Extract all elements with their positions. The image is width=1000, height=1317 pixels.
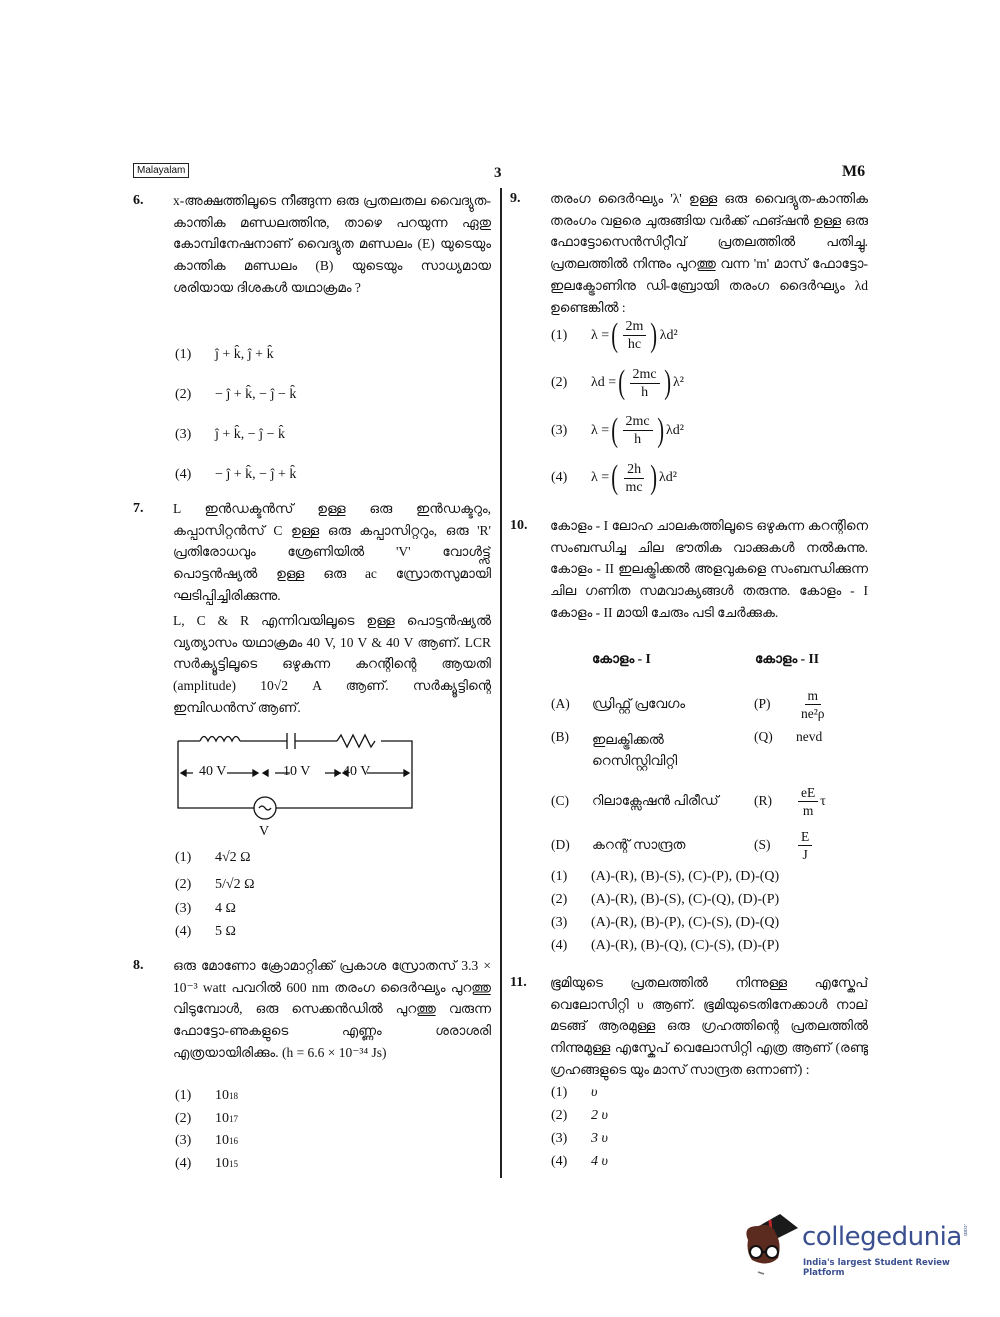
mascot-logo-icon bbox=[740, 1210, 800, 1280]
fraction bbox=[623, 318, 647, 353]
question-number: 8. bbox=[133, 958, 144, 973]
option-label: (4) bbox=[175, 1155, 192, 1171]
option-label: (1) bbox=[551, 868, 568, 884]
option-rhs: λ² bbox=[672, 375, 684, 391]
q8-options bbox=[175, 1085, 238, 1175]
column-2-heading: കോളം - II bbox=[755, 651, 819, 666]
denominator: mc bbox=[625, 479, 643, 495]
option-label: (3) bbox=[551, 1130, 568, 1146]
option-label: (1) bbox=[551, 327, 568, 343]
option[interactable] bbox=[551, 1150, 608, 1173]
option-value: ĵ + k̂, − ĵ − k̂ bbox=[215, 427, 285, 442]
resistor-icon bbox=[337, 735, 375, 747]
match-row bbox=[551, 725, 871, 779]
row-term: റിലാക്സേഷൻ പിരീഡ് bbox=[592, 793, 719, 808]
option-exponent: 15 bbox=[229, 1158, 238, 1169]
option-label: (2) bbox=[175, 387, 192, 402]
formula-suffix: τ bbox=[820, 793, 826, 808]
capacitor-voltage-label: 10 V bbox=[283, 764, 311, 779]
option-value: 10 bbox=[215, 1155, 229, 1171]
row-term: ഡ്രിഫ്റ്റ് പ്രവേഗം bbox=[592, 696, 686, 711]
option-label: (4) bbox=[551, 937, 568, 953]
option-value: 2 υ bbox=[591, 1107, 608, 1123]
question-7 bbox=[133, 498, 491, 718]
denominator: J bbox=[802, 846, 808, 862]
option-label: (2) bbox=[551, 1107, 568, 1123]
option-label: (1) bbox=[551, 1084, 568, 1100]
option-rhs: λd² bbox=[659, 327, 678, 343]
match-row bbox=[551, 823, 871, 867]
option[interactable]: (1) λ = ( $\frac{2m}{hc}$ ) λd² bbox=[551, 316, 678, 354]
option[interactable]: (3) λ = ( $\frac{2mc}{h}$ ) λd² bbox=[551, 411, 684, 449]
question-number: 10. bbox=[510, 518, 528, 533]
option-label: (1) bbox=[175, 1088, 192, 1104]
numerator: 2mc bbox=[630, 366, 660, 384]
q9-options bbox=[551, 312, 684, 502]
option-label: (2) bbox=[551, 375, 568, 391]
numerator: E bbox=[798, 828, 812, 846]
option-value: ĵ + k̂, ĵ + k̂ bbox=[215, 347, 274, 362]
paper-code: M6 bbox=[842, 163, 866, 180]
question-number: 6. bbox=[133, 193, 144, 208]
denominator: h bbox=[634, 432, 642, 448]
question-text: തരംഗ ദൈർഘ്യം 'λ' ഉള്ള ഒരു വൈദ്യുത-കാന്തിക തരംഗം വളരെ ചുരുങ്ങിയ വർക്ക് ഫങ്ഷൻ ഉള്ള ഒരു ഫോട്ടോസെൻസിറ്റീവ് പ്രതലത്തിൽ പതിച്ചു. പ്രതലത്തിൽ നിന്നും പുറത്തു വന്ന 'm' മാസ് ഫോട്ടോ- ഇലക്ട്രോണിനു ഡി-ബ്രോയി തരംഗ ദൈർഘ്യം λd ഉണ്ടെങ്കിൽ : bbox=[550, 191, 868, 315]
option-lhs: λd = bbox=[591, 375, 617, 391]
denominator: m bbox=[802, 802, 814, 818]
question-10 bbox=[510, 515, 868, 645]
capacitor-icon bbox=[287, 733, 295, 749]
option-exponent: 16 bbox=[229, 1136, 238, 1147]
option[interactable] bbox=[551, 911, 779, 934]
formula bbox=[798, 687, 828, 722]
q7-options bbox=[175, 846, 254, 943]
option-lhs: λ = bbox=[591, 327, 610, 343]
row-label: (C) bbox=[551, 793, 569, 808]
option[interactable] bbox=[175, 920, 254, 943]
option-rhs: λd² bbox=[665, 422, 684, 438]
option-value: (A)-(R), (B)-(P), (C)-(S), (D)-(Q) bbox=[591, 914, 780, 930]
option-label: (1) bbox=[175, 347, 192, 362]
option-value: (A)-(R), (B)-(S), (C)-(Q), (D)-(P) bbox=[591, 891, 780, 907]
option[interactable] bbox=[175, 1153, 238, 1176]
row-term: കറന്റ് സാന്ദ്രത bbox=[592, 837, 686, 852]
question-text: x-അക്ഷത്തിലൂടെ നീങ്ങുന്ന ഒരു പ്രതലതല വൈദ്യുത-കാന്തിക മണ്ഡലത്തിനു, താഴെ പറയുന്ന ഏതു കോമ്പിനേഷനാണ് വൈദ്യുത മണ്ഡലം (E) യുടെയും കാന്തിക മണ്ഡലം (B) യുടെയും സാധ്യമായ ശരിയായ ദിശകൾ യഥാക്രമം ? bbox=[173, 193, 491, 295]
numerator: 2m bbox=[623, 318, 647, 336]
option-value: 10 bbox=[215, 1110, 229, 1126]
option-label: (3) bbox=[175, 1133, 192, 1149]
option[interactable] bbox=[551, 865, 779, 888]
option-label: (3) bbox=[175, 427, 192, 442]
question-6 bbox=[133, 190, 491, 299]
option-value: − ĵ + k̂, − ĵ − k̂ bbox=[215, 387, 297, 402]
row-formula-label: (P) bbox=[754, 696, 771, 711]
option-label: (1) bbox=[175, 850, 192, 865]
column-divider bbox=[500, 188, 502, 1178]
question-text: L ഇൻഡക്ടൻസ് ഉള്ള ഒരു ഇൻഡക്ടറും, കപ്പാസിറ്റൻസ് C ഉള്ള ഒരു കപ്പാസിറ്ററും, ഒരു 'R' പ്രതിരോധവും ശ്രേണിയിൽ 'V' വോൾട്ട്സ് പൊട്ടൻഷ്യൽ ഉള്ള ഒരു ac സ്രോതസുമായി ഘടിപ്പിച്ചിരിക്കുന്നു. bbox=[173, 501, 491, 603]
column-1-heading: കോളം - I bbox=[592, 651, 651, 666]
option-value: − ĵ + k̂, − ĵ + k̂ bbox=[215, 467, 297, 482]
option[interactable]: (4) λ = ( $\frac{2h}{mc}$ ) λd² bbox=[551, 459, 677, 497]
match-table bbox=[551, 683, 871, 867]
option-rhs: λd² bbox=[658, 470, 677, 486]
option[interactable] bbox=[175, 1085, 238, 1108]
language-tag: Malayalam bbox=[133, 163, 189, 178]
option-lhs: λ = bbox=[591, 422, 610, 438]
row-formula-label: (Q) bbox=[754, 729, 773, 744]
row-formula-label: (R) bbox=[754, 793, 772, 808]
option[interactable] bbox=[175, 897, 254, 920]
collegedunia-watermark bbox=[740, 1210, 970, 1282]
fraction bbox=[630, 366, 660, 401]
option-label: (4) bbox=[175, 467, 192, 482]
option-value: (A)-(R), (B)-(S), (C)-(P), (D)-(Q) bbox=[591, 868, 780, 884]
source-voltage-label: V bbox=[259, 824, 270, 839]
option[interactable] bbox=[551, 1081, 608, 1104]
brand-domain: .com bbox=[962, 1224, 968, 1236]
option-label: (4) bbox=[551, 470, 568, 486]
numerator: eE bbox=[798, 784, 818, 802]
option-label: (2) bbox=[175, 1110, 192, 1126]
question-text: ഭൂമിയുടെ പ്രതലത്തിൽ നിന്നുള്ള എസ്കേപ് വെലോസിറ്റി υ ആണ്. ഭൂമിയുടെതിനേക്കാൾ നാല് മടങ്ങ് ആരമുള്ള ഒരു ഗ്രഹത്തിന്റെ പ്രതലത്തിൽ നിന്നുമുള്ള എസ്കേപ് വെലോസിറ്റി എത്ര ആണ് (രണ്ടു ഗ്രഹങ്ങളുടെ യും മാസ് സാന്ദ്രത ഒന്നാണ്) : bbox=[550, 975, 868, 1077]
option-exponent: 17 bbox=[229, 1113, 238, 1124]
question-8 bbox=[133, 955, 491, 1085]
option[interactable] bbox=[175, 1108, 238, 1131]
row-label: (D) bbox=[551, 837, 570, 852]
inductor-icon bbox=[200, 737, 240, 742]
option-label: (3) bbox=[551, 914, 568, 930]
fraction bbox=[623, 461, 646, 496]
option[interactable] bbox=[175, 1130, 238, 1153]
brand-name: collegedunia bbox=[802, 1222, 962, 1252]
option-label: (3) bbox=[551, 422, 568, 438]
numerator: 2h bbox=[624, 461, 644, 479]
option-label: (2) bbox=[551, 891, 568, 907]
question-text-2: L, C & R എന്നിവയിലൂടെ ഉള്ള പൊട്ടൻഷ്യൽ വ്യത്യാസം യഥാക്രമം 40 V, 10 V & 40 V ആണ്. LCR സർക്യൂട്ടിലൂടെ ഒഴുകുന്ന കറന്റിന്റെ ആയതി (amplitude) 10√2 A ആണ്. സർക്യൂട്ടിന്റെ ഇമ്പിഡൻസ് ആണ്. bbox=[173, 613, 491, 715]
option[interactable] bbox=[175, 335, 296, 375]
row-label: (B) bbox=[551, 729, 569, 744]
row-formula-label: (S) bbox=[754, 837, 771, 852]
option[interactable] bbox=[175, 415, 296, 455]
option-label: (2) bbox=[175, 877, 192, 892]
formula bbox=[798, 784, 818, 819]
denominator: hc bbox=[627, 337, 642, 353]
question-9 bbox=[510, 188, 868, 318]
option-value: (A)-(R), (B)-(Q), (C)-(S), (D)-(P) bbox=[591, 937, 780, 953]
lcr-circuit-diagram bbox=[175, 728, 415, 848]
question-text: ഒരു മോണോ ക്രോമാറ്റിക്ക് പ്രകാശ സ്രോതസ് 3.3 × 10⁻³ watt പവറിൽ 600 nm തരംഗ ദൈർഘ്യം പുറത്തു വിടുമ്പോൾ, ഒരു സെക്കൻഡിൽ പുറത്തു വരുന്ന ഫോട്ടോ-ണുകളുടെ എണ്ണം ശരാശരി എത്രയായിരിക്കും. (h = 6.6 × 10⁻³⁴ Js) bbox=[173, 958, 491, 1060]
option[interactable] bbox=[551, 934, 779, 957]
fraction bbox=[623, 413, 653, 448]
option-value: 3 υ bbox=[591, 1130, 608, 1146]
resistor-voltage-label: 40 V bbox=[343, 764, 371, 779]
option-label: (4) bbox=[175, 923, 192, 939]
option[interactable]: (2) λd = ( $\frac{2mc}{h}$ ) λ² bbox=[551, 364, 684, 402]
match-row bbox=[551, 779, 871, 823]
page-number: 3 bbox=[494, 165, 502, 181]
row-term: ഇലക്ട്രിക്കൽ റെസിസ്റ്റിവിറ്റി bbox=[592, 732, 678, 768]
option[interactable] bbox=[551, 888, 779, 911]
q11-options bbox=[551, 1081, 608, 1173]
option[interactable] bbox=[175, 455, 296, 495]
inductor-voltage-label: 40 V bbox=[199, 764, 227, 779]
option[interactable] bbox=[551, 1104, 608, 1127]
q6-options bbox=[175, 335, 296, 495]
option-value: υ bbox=[591, 1084, 598, 1100]
option-value: 4 Ω bbox=[215, 900, 236, 916]
question-number: 9. bbox=[510, 191, 521, 206]
option-value: 4 υ bbox=[591, 1153, 608, 1169]
formula: nevd bbox=[796, 729, 823, 744]
option[interactable] bbox=[175, 375, 296, 415]
option-label: (3) bbox=[175, 900, 192, 916]
option[interactable] bbox=[175, 846, 254, 870]
question-11 bbox=[510, 972, 868, 1082]
denominator: ne²ρ bbox=[801, 705, 825, 721]
numerator: 2mc bbox=[623, 413, 653, 431]
q10-options bbox=[551, 865, 779, 957]
denominator: h bbox=[641, 384, 649, 400]
option[interactable] bbox=[175, 873, 254, 897]
option-value: 10 bbox=[215, 1088, 229, 1104]
option-value: 4√2 Ω bbox=[215, 850, 251, 865]
option-value: 5/√2 Ω bbox=[215, 877, 255, 892]
formula bbox=[798, 828, 812, 863]
option-value: 5 Ω bbox=[215, 923, 236, 939]
option[interactable] bbox=[551, 1127, 608, 1150]
option-label: (4) bbox=[551, 1153, 568, 1169]
brand-tagline: India's largest Student Review Platform bbox=[803, 1258, 950, 1278]
option-exponent: 18 bbox=[229, 1091, 238, 1102]
match-row bbox=[551, 683, 871, 725]
question-number: 7. bbox=[133, 501, 144, 516]
question-text: കോളം - I ലോഹ ചാലകത്തിലൂടെ ഒഴുകുന്ന കറന്റിനെ സംബന്ധിച്ച ചില ഭൗതിക വാക്കുകൾ നൽകുന്നു. കോളം - II ഇലക്ട്രിക്കൽ അളവുകളെ സംബന്ധിക്കുന്ന ചില ഗണിത സമവാക്യങ്ങൾ തരുന്നു. കോളം - I കോളം - II മായി ചേരും പടി ചേർക്കുക. bbox=[550, 518, 868, 620]
numerator: m bbox=[805, 687, 822, 705]
option-value: 10 bbox=[215, 1133, 229, 1149]
question-number: 11. bbox=[510, 975, 527, 990]
row-label: (A) bbox=[551, 696, 570, 711]
option-lhs: λ = bbox=[591, 470, 610, 486]
